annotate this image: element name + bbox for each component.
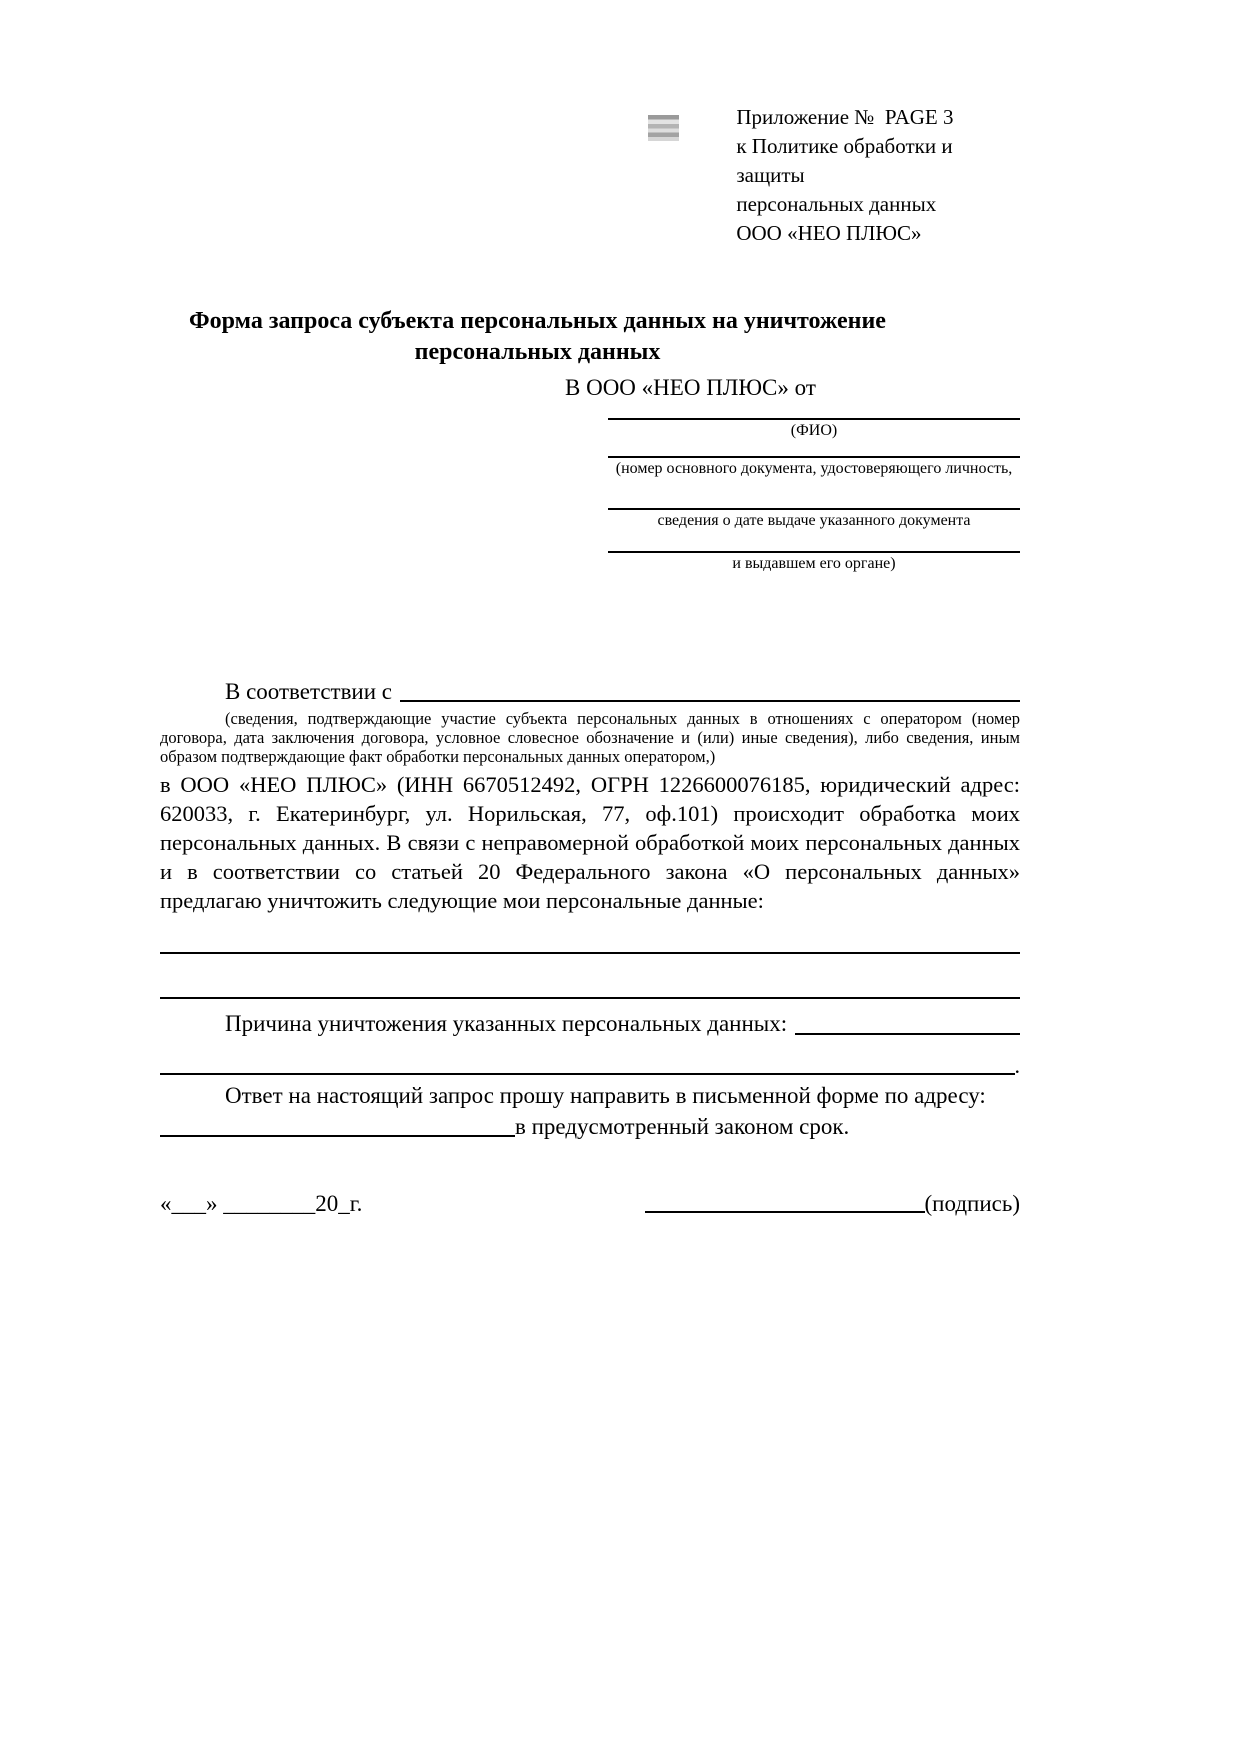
- signature-group: [645, 1189, 1020, 1218]
- form-title: [160, 306, 915, 368]
- signature-block: [160, 1189, 1020, 1218]
- reason-end-period: .: [1014, 1053, 1020, 1078]
- form-title-line1: Форма запроса субъекта персональных данных на уничтожение: [189, 308, 886, 334]
- signature-caption: (подпись): [924, 1191, 1020, 1216]
- document-number-caption: (номер основного документа, удостоверяющего личность,: [615, 460, 1013, 477]
- applicant-fields: [608, 418, 1020, 573]
- issuing-authority-caption: и выдавшем его органе): [732, 555, 896, 572]
- header: [160, 103, 1020, 248]
- personal-data-blank-line-1: [160, 952, 1020, 954]
- reason-label: Причина уничтожения указанных персональных данных:: [225, 1011, 788, 1036]
- issuing-authority-blank-line: [608, 551, 1020, 553]
- issue-date-field: [608, 508, 1020, 530]
- signature-blank-line: [645, 1189, 925, 1213]
- address-line: [160, 1112, 1020, 1141]
- personal-data-blank-line-2: [160, 997, 1020, 999]
- date-line: «___» ________20_г.: [160, 1191, 363, 1216]
- accordance-label: В соответствии с: [225, 679, 393, 704]
- address-blank-line: [160, 1112, 515, 1137]
- body-paragraph: в ООО «НЕО ПЛЮС» (ИНН 6670512492, ОГРН 1226600076185, юридический адрес: 620033, г. Екатеринбург, ул. Норильская, 77, оф.101) происходит обработка моих персональных данных. В связи с неправомерной обработкой моих персональных данных и в соответствии со статьей 20 Федерального закона «О персональных данных» предлагаю уничтожить следующие мои персональные данные:: [160, 772, 1020, 913]
- reason-continuation-blank-line: [160, 1053, 1015, 1075]
- company-name: ООО «НЕО ПЛЮС»: [736, 221, 922, 245]
- fine-print-note: (сведения, подтверждающие участие субъекта персональных данных в отношениях с оператором (номер договора, дата заключения договора, условное словесное обозначение и (или) иные сведения), либо сведения, иным образом подтверждающие факт обработки персональных данных оператором,): [160, 709, 1020, 766]
- appendix-header: [736, 103, 1020, 248]
- reason-blank-line: [795, 1009, 1020, 1035]
- term-suffix: в предусмотренный законом срок.: [515, 1114, 850, 1139]
- document-number-field: [608, 456, 1020, 478]
- issue-date-blank-line: [608, 508, 1020, 510]
- appendix-number-line: Приложение № PAGE 3: [736, 105, 954, 129]
- accordance-line: [160, 677, 1020, 706]
- policy-reference-line: к Политике обработки и защиты: [736, 134, 958, 187]
- embedded-thumbnail-icon: [648, 115, 679, 141]
- form-title-line2: персональных данных: [414, 339, 661, 365]
- issue-date-caption: сведения о дате выдаче указанного документа: [657, 512, 971, 529]
- addressee-line: В ООО «НЕО ПЛЮС» от: [565, 375, 816, 400]
- fio-caption: (ФИО): [790, 422, 838, 439]
- policy-subject-line: персональных данных: [736, 192, 937, 216]
- reason-continuation-line: [160, 1053, 1020, 1079]
- accordance-blank-line: [400, 677, 1020, 702]
- answer-request-line: Ответ на настоящий запрос прошу направить в письменной форме по адресу:: [225, 1083, 986, 1108]
- fio-blank-line: [608, 418, 1020, 420]
- issuing-authority-field: [608, 551, 1020, 573]
- reason-line: [160, 1009, 1020, 1039]
- fio-field: [608, 418, 1020, 440]
- document-number-blank-line: [608, 456, 1020, 458]
